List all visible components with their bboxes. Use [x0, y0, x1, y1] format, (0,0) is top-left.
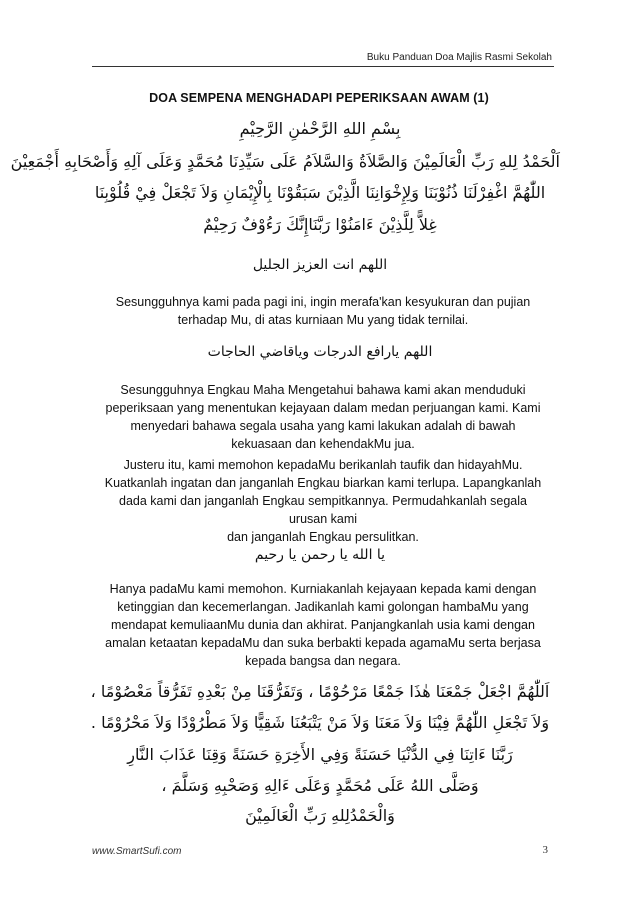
arabic-line-3: غِلاًّ لِلَّذِيْنَ ءَامَنُوْا رَبَّنَاإِنَّكَ رَءُوْفٌ رَحِيْمٌ	[203, 215, 437, 234]
paragraph-line: Kuatkanlah ingatan dan janganlah Engkau biarkan kami terlupa. Lapangkanlah	[104, 476, 542, 490]
page-number: 3	[542, 844, 548, 856]
paragraph-line: Sesungguhnya kami pada pagi ini, ingin merafa'kan kesyukuran dan pujian	[115, 295, 531, 309]
arabic-closing-1: اَللّٰهُمَّ اجْعَلْ جَمْعَنَا هٰذَا جَمْعًا مَرْحُوْمًا ، وَتَفَرُّقَنَا مِنْ بَعْدِهِ تَفَرُّقاً مَعْصُوْمًا ،	[90, 682, 550, 701]
arabic-invocation-2: اللهم يارافع الدرجات وياقاضي الحاجات	[207, 344, 433, 360]
paragraph-4	[88, 580, 558, 670]
arabic-line-2: اللّٰهُمَّ اغْفِرْلَنَا ذُنُوْبَنَا وَلِإِخْوَانِنَا الَّذِيْنَ سَبَقُوْنَا بِالْإِيْمَانِ وَلاَ تَجْعَلْ فِيْ قُلُوْبِنَا	[94, 183, 546, 202]
paragraph-line: urusan kami	[288, 512, 358, 526]
paragraph-line: kepada bangsa dan negara.	[245, 654, 401, 668]
paragraph-line: dan janganlah Engkau persulitkan.	[227, 530, 419, 544]
paragraph-3	[88, 456, 558, 546]
paragraph-1	[88, 293, 558, 329]
footer-website: www.SmartSufi.com	[92, 846, 182, 857]
paragraph-line: menyedari bahawa segala usaha yang kami lakukan adalah di bawah	[130, 419, 516, 433]
arabic-line-1: اَلْحَمْدُ لِلهِ رَبِّ الْعَالَمِيْنَ وَالصَّلاَةُ وَالسَّلاَمُ عَلَى سَيِّدِنَا مُحَمَّدٍ وَعَلَى آلِهِ وَأَصْحَابِهِ أَجْمَعِيْنَ	[10, 152, 560, 171]
page-title: DOA SEMPENA MENGHADAPI PEPERIKSAAN AWAM (1)	[149, 91, 489, 105]
paragraph-line: Sesungguhnya Engkau Maha Mengetahui bahawa kami akan menduduki	[120, 383, 526, 397]
paragraph-line: dada kami dan janganlah Engkau sempitkannya. Permudahkanlah segala	[119, 494, 527, 508]
arabic-invocation-1: اللهم انت العزيز الجليل	[252, 257, 388, 273]
paragraph-line: Hanya padaMu kami memohon. Kurniakanlah kejayaan kepada kami dengan	[109, 582, 537, 596]
header-divider	[92, 66, 554, 67]
paragraph-line: ketinggian dan kecemerlangan. Jadikanlah kami golongan hambaMu yang	[117, 600, 529, 614]
arabic-closing-5: وَالْحَمْدُلِلهِ رَبِّ الْعَالَمِيْنَ	[245, 806, 395, 825]
paragraph-line: Justeru itu, kami memohon kepadaMu berikanlah taufik dan hidayahMu.	[123, 458, 523, 472]
paragraph-line: kekuasaan dan kehendakMu jua.	[231, 437, 415, 451]
arabic-basmalah: بِسْمِ اللهِ الرَّحْمٰنِ الرَّحِيْمِ	[239, 119, 401, 138]
paragraph-line: amalan ketaatan kepadaMu dan suka berbakti kepada agamaMu serta berjasa	[105, 636, 541, 650]
arabic-closing-4: وَصَلَّى اللهُ عَلَى مُحَمَّدٍ وَعَلَى ءَالِهِ وَصَحْبِهِ وَسَلَّمَ ،	[161, 776, 479, 795]
arabic-closing-3: رَبَّنَا ءَاتِنَا فِي الدُّنْيَا حَسَنَةً وَفِي الأَخِرَةِ حَسَنَةً وَقِنَا عَذَابَ النَّارِ	[127, 745, 513, 764]
paragraph-line: peperiksaan yang menentukan kejayaan dalam medan perjuangan kami. Kami	[105, 401, 541, 415]
arabic-invocation-3: يا الله يا رحمن يا رحيم	[254, 547, 386, 563]
page-header-title: Buku Panduan Doa Majlis Rasmi Sekolah	[366, 52, 552, 63]
paragraph-line: mendapat kemuliaanMu dunia dan akhirat. Panjangkanlah usia kami dengan	[111, 618, 535, 632]
paragraph-line: terhadap Mu, di atas kurniaan Mu yang tidak ternilai.	[177, 313, 469, 327]
arabic-closing-2: وَلاَ تَجْعَلِ اللّٰهُمَّ فِيْنَا وَلاَ مَعَنَا وَلاَ مَنْ يَتْبَعُنَا شَقِيًّا وَلاَ مَطْرُوْدًا وَلاَ مَحْرُوْمًا .	[90, 713, 550, 732]
paragraph-2	[88, 381, 558, 453]
